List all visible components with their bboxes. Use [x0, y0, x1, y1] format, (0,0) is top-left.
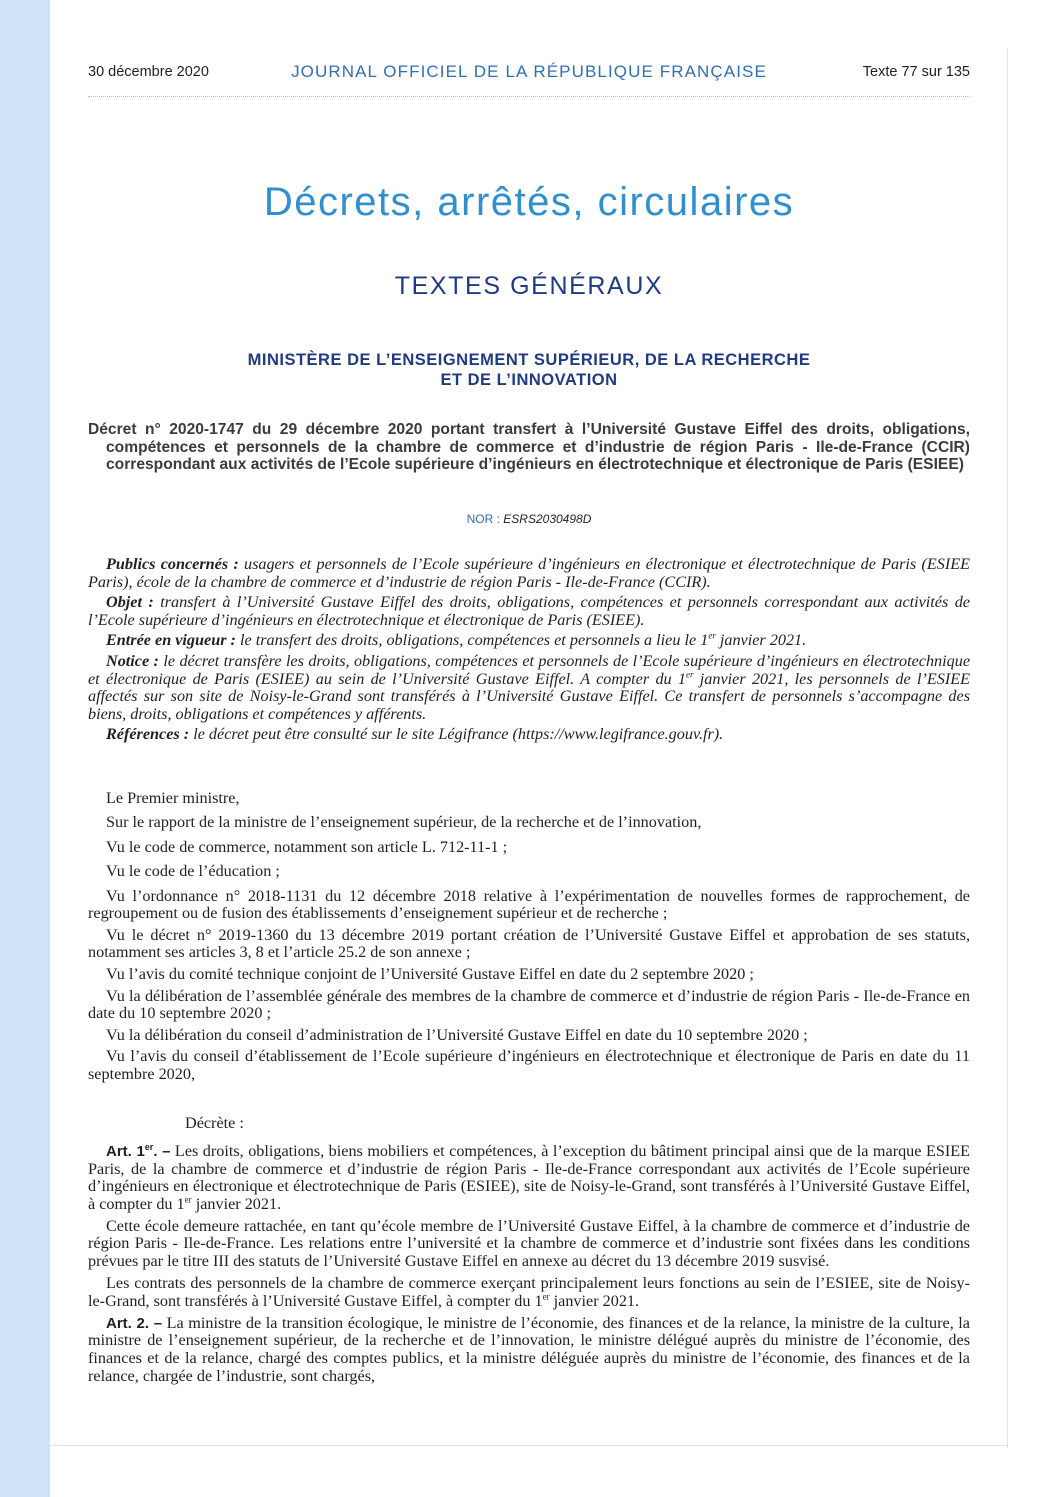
notice-text: usagers et personnels de l’Ecole supérieure d’ingénieurs en électronique et électrotechnique de Paris (ESIEE Paris), école de la chambre de commerce et d’industrie de région Paris - Ile-de-France (CCIR).	[88, 555, 970, 591]
article-text: janvier 2021.	[549, 1291, 640, 1310]
article-1-paragraph-1	[88, 1143, 970, 1213]
ordinal-sup: er	[686, 669, 694, 680]
decrete-line: Décrète :	[185, 1114, 244, 1132]
body-paragraph: Vu le code de l’éducation ;	[106, 862, 280, 881]
body-paragraph: Vu le décret n° 2019-1360 du 13 décembre 2019 portant création de l’Université Gustave Eiffel et approbation de ses statuts, notamment ses articles 3, 8 et l’article 25.2 de son annexe ;	[88, 925, 970, 962]
notice-notice	[88, 653, 970, 723]
notice-references	[88, 726, 970, 744]
article-label-dash: . –	[153, 1143, 171, 1160]
body-paragraph: Vu l’ordonnance n° 2018-1131 du 12 décembre 2018 relative à l’expérimentation de nouvelles formes de rapprochement, de regroupement ou de fusion des établissements d’enseignement supérieur et de recherche ;	[88, 886, 970, 923]
body-paragraph: Vu le code de commerce, notamment son article L. 712-11-1 ;	[106, 837, 508, 856]
page-header	[88, 62, 970, 84]
article-text: Les droits, obligations, biens mobiliers et compétences, à l’exception du bâtiment principal ainsi que de la marque ESIEE Paris, de la chambre de commerce et d’industrie de région Paris - Ile-de-France correspondant aux activités de l’Ecole supérieure d’ingénieurs en électronique et électrotechnique de Paris (ESIEE), site de Noisy-le-Grand, sont transférés à l’Université Gustave Eiffel, à compter du 1	[88, 1142, 971, 1213]
notice-text: le décret peut être consulté sur le site Légifrance (https://www.legifrance.gouv.fr).	[189, 725, 724, 744]
article-text: janvier 2021.	[191, 1194, 282, 1213]
right-margin-rule	[1007, 48, 1008, 1448]
body-paragraph: Vu la délibération de l’assemblée générale des membres de la chambre de commerce et d’industrie de région Paris - Ile-de-France en date du 10 septembre 2020 ;	[88, 986, 970, 1023]
notice-publics	[88, 556, 970, 591]
notice-label: Références :	[106, 725, 190, 744]
ministry-line-1: MINISTÈRE DE L’ENSEIGNEMENT SUPÉRIEUR, DE LA RECHERCHE	[247, 351, 811, 369]
body-paragraph: Vu l’avis du comité technique conjoint de l’Université Gustave Eiffel en date du 2 septembre 2020 ;	[106, 964, 754, 983]
header-date: 30 décembre 2020	[88, 64, 209, 80]
visas-section	[88, 790, 970, 1090]
body-paragraph: Vu l’avis du conseil d’établissement de l’Ecole supérieure d’ingénieurs en électrotechnique et électronique de Paris en date du 11 septembre 2020,	[88, 1047, 970, 1083]
bottom-margin-rule	[50, 1445, 1008, 1446]
notice-label: Entrée en vigueur :	[106, 631, 236, 650]
nor-reference	[0, 512, 1058, 526]
notice-text: transfert à l’Université Gustave Eiffel des droits, obligations, compétences et personnels correspondant aux activités de l’Ecole supérieure d’ingénieurs en électrotechnique et électronique de Paris (ESIEE).	[88, 593, 970, 629]
header-page-number: Texte 77 sur 135	[862, 64, 970, 80]
body-paragraph: Vu la délibération du conseil d’administration de l’Université Gustave Eiffel en date du 10 septembre 2020 ;	[106, 1025, 808, 1044]
ordinal-sup: er	[708, 630, 716, 641]
article-2-label: Art. 2. –	[106, 1314, 163, 1332]
notice-label: Notice :	[106, 651, 159, 670]
article-2-paragraph	[88, 1315, 970, 1385]
ordinal-sup: er	[184, 1194, 192, 1205]
article-label-text: Art. 1	[106, 1143, 145, 1160]
section-title: TEXTES GÉNÉRAUX	[394, 272, 664, 300]
body-paragraph: Le Premier ministre,	[106, 789, 240, 807]
articles-section	[88, 1143, 970, 1390]
article-1-paragraph-2: Cette école demeure rattachée, en tant qu’école membre de l’Université Gustave Eiffel, à la chambre de commerce et d’industrie de région Paris - Ile-de-France. Les relations entre l’université et la chambre de commerce et d’industrie sont fixées dans les conditions prévues par le titre III des statuts de l’Université Gustave Eiffel en annexe au décret du 13 décembre 2019 susvisé.	[88, 1216, 970, 1271]
decree-title: Décret n° 2020-1747 du 29 décembre 2020 portant transfert à l’Université Gustave Eiffel des droits, obligations, compétences et personnels de la chambre de commerce et d’industrie de région Paris - Ile-de-France (CCIR) correspondant aux activités de l’Ecole supérieure d’ingénieurs en électrotechnique et électronique de Paris (ESIEE)	[88, 421, 970, 474]
notice-text: janvier 2021, les personnels de l’ESIEE affectés sur son site de Noisy-le-Grand sont transférés à l’Université Gustave Eiffel. Ce transfert de personnels s’accompagne des biens, droits, obligations et compétences y afférents.	[88, 669, 970, 723]
article-text: Les contrats des personnels de la chambre de commerce exerçant principalement leurs fonctions au sein de l’ESIEE, site de Noisy-le-Grand, sont transférés à l’Université Gustave Eiffel, à compter du 1	[88, 1274, 970, 1310]
article-1-paragraph-3	[88, 1275, 970, 1310]
article-1-label	[106, 1143, 170, 1160]
page-title: Décrets, arrêtés, circulaires	[263, 180, 795, 224]
notice-entree-vigueur	[88, 632, 970, 650]
nor-value: ESRS2030498D	[503, 512, 592, 526]
notice-text: janvier 2021.	[715, 631, 807, 650]
header-divider	[88, 96, 970, 98]
header-journal-title: JOURNAL OFFICIEL DE LA RÉPUBLIQUE FRANÇAISE	[291, 62, 767, 81]
nor-label: NOR :	[466, 512, 504, 526]
notice-summary	[88, 556, 970, 747]
ordinal-sup: er	[542, 1291, 550, 1302]
ministry-heading	[120, 350, 938, 390]
notice-label: Objet :	[106, 593, 154, 612]
notice-label: Publics concernés :	[106, 555, 239, 573]
notice-text: le transfert des droits, obligations, compétences et personnels a lieu le 1	[235, 631, 709, 650]
notice-objet	[88, 594, 970, 629]
notice-text: le décret transfère les droits, obligations, compétences et personnels de l’Ecole supérieure d’ingénieurs en électrotechnique et électronique de Paris (ESIEE) au sein de l’Université Gustave Eiffel. A compter du 1	[88, 651, 970, 688]
article-text: La ministre de la transition écologique, le ministre de l’économie, des finances et de la relance, la ministre de la culture, la ministre de l’enseignement supérieur, de la recherche et de l’innovation, le ministre délégué auprès du ministre de l’économie, des finances et de la relance, chargé des comptes publics, et la ministre déléguée auprès du ministre de l’économie, des finances et de la relance, chargée de l’industrie, sont chargés,	[88, 1313, 970, 1385]
ministry-line-2: ET DE L’INNOVATION	[440, 371, 618, 389]
body-paragraph: Sur le rapport de la ministre de l’enseignement supérieur, de la recherche et de l’innovation,	[106, 813, 702, 832]
ordinal-sup: er	[144, 1142, 154, 1152]
